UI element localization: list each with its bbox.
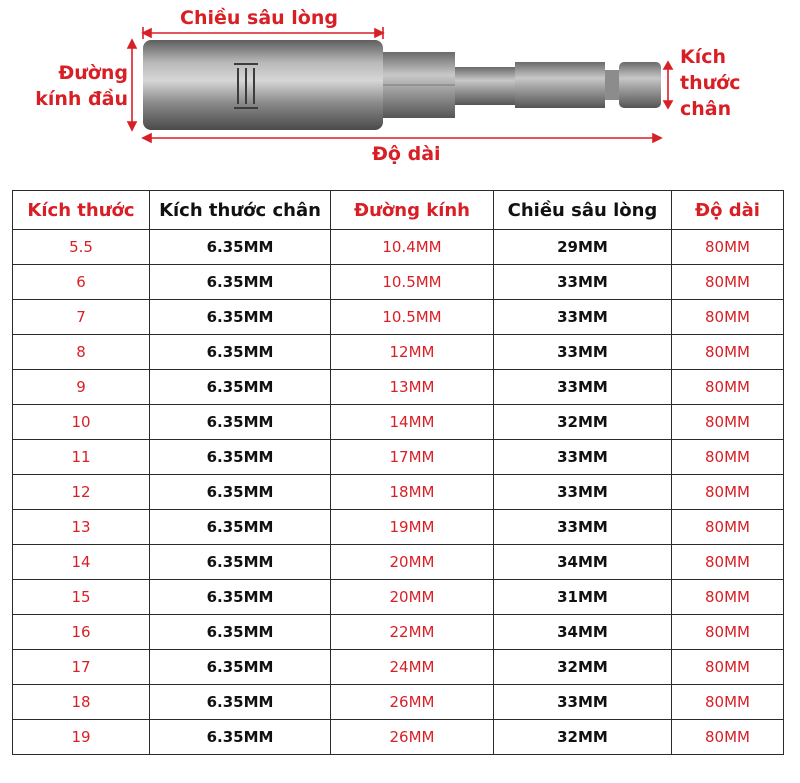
header-diameter: Đường kính [331, 191, 494, 230]
table-row [13, 510, 784, 545]
table-body [13, 230, 784, 755]
cell-size: 13 [13, 510, 150, 545]
cell-depth: 33MM [494, 265, 672, 300]
cell-diameter: 12MM [331, 335, 494, 370]
cell-diameter: 20MM [331, 545, 494, 580]
cell-shank-size: 6.35MM [150, 475, 331, 510]
cell-shank-size: 6.35MM [150, 510, 331, 545]
cell-shank-size: 6.35MM [150, 720, 331, 755]
cell-shank-size: 6.35MM [150, 335, 331, 370]
shank [455, 67, 515, 105]
cell-length: 80MM [672, 475, 784, 510]
cell-length: 80MM [672, 685, 784, 720]
shank-size-label-line1: Kích [680, 46, 727, 68]
cell-depth: 33MM [494, 300, 672, 335]
cell-size: 10 [13, 405, 150, 440]
table-row [13, 335, 784, 370]
cell-depth: 34MM [494, 615, 672, 650]
cell-shank-size: 6.35MM [150, 440, 331, 475]
cell-length: 80MM [672, 440, 784, 475]
table-row [13, 615, 784, 650]
head-diameter-label [28, 60, 128, 112]
header-depth: Chiều sâu lòng [494, 191, 672, 230]
cell-diameter: 14MM [331, 405, 494, 440]
table-row [13, 265, 784, 300]
cell-length: 80MM [672, 720, 784, 755]
cell-size: 19 [13, 720, 150, 755]
cell-diameter: 10.4MM [331, 230, 494, 265]
cell-length: 80MM [672, 615, 784, 650]
cell-shank-size: 6.35MM [150, 370, 331, 405]
table-row [13, 405, 784, 440]
cell-shank-size: 6.35MM [150, 615, 331, 650]
cell-diameter: 24MM [331, 650, 494, 685]
cell-length: 80MM [672, 265, 784, 300]
shank-size-label-line3: chân [680, 98, 732, 120]
cell-diameter: 18MM [331, 475, 494, 510]
cell-size: 12 [13, 475, 150, 510]
cell-size: 5.5 [13, 230, 150, 265]
cell-size: 16 [13, 615, 150, 650]
cell-shank-size: 6.35MM [150, 685, 331, 720]
cell-shank-size: 6.35MM [150, 405, 331, 440]
cell-diameter: 13MM [331, 370, 494, 405]
cell-shank-size: 6.35MM [150, 545, 331, 580]
cell-depth: 33MM [494, 370, 672, 405]
cell-diameter: 17MM [331, 440, 494, 475]
length-label: Độ dài [372, 143, 441, 165]
cell-diameter: 22MM [331, 615, 494, 650]
header-shank-size: Kích thước chân [150, 191, 331, 230]
cell-shank-size: 6.35MM [150, 300, 331, 335]
spec-table [12, 190, 784, 755]
cell-size: 15 [13, 580, 150, 615]
engraved-marks [234, 64, 258, 108]
tool-diagram [0, 0, 800, 180]
cell-diameter: 26MM [331, 685, 494, 720]
depth-label: Chiều sâu lòng [180, 7, 338, 29]
table-row [13, 685, 784, 720]
cell-length: 80MM [672, 335, 784, 370]
cell-diameter: 10.5MM [331, 300, 494, 335]
cell-size: 17 [13, 650, 150, 685]
cell-diameter: 20MM [331, 580, 494, 615]
cell-length: 80MM [672, 300, 784, 335]
table-row [13, 440, 784, 475]
cell-depth: 29MM [494, 230, 672, 265]
head-diameter-label-line1: Đường [58, 62, 128, 84]
table-row [13, 475, 784, 510]
groove [605, 70, 619, 100]
cell-length: 80MM [672, 545, 784, 580]
cell-size: 6 [13, 265, 150, 300]
shank-size-label-line2: thước [680, 72, 741, 94]
cell-depth: 33MM [494, 440, 672, 475]
cell-depth: 33MM [494, 475, 672, 510]
cell-depth: 33MM [494, 510, 672, 545]
cell-length: 80MM [672, 580, 784, 615]
cell-size: 14 [13, 545, 150, 580]
cell-shank-size: 6.35MM [150, 230, 331, 265]
cell-depth: 33MM [494, 335, 672, 370]
header-size: Kích thước [13, 191, 150, 230]
cell-depth: 32MM [494, 650, 672, 685]
socket-head [143, 40, 383, 130]
table-row [13, 580, 784, 615]
cell-shank-size: 6.35MM [150, 580, 331, 615]
head-diameter-label-line2: kính đầu [35, 88, 128, 110]
table-row [13, 300, 784, 335]
cell-length: 80MM [672, 230, 784, 265]
shank-size-label [680, 44, 740, 122]
cell-length: 80MM [672, 650, 784, 685]
table-row [13, 545, 784, 580]
cell-size: 11 [13, 440, 150, 475]
cell-depth: 31MM [494, 580, 672, 615]
cell-shank-size: 6.35MM [150, 650, 331, 685]
cell-depth: 34MM [494, 545, 672, 580]
hex-shank [515, 62, 605, 108]
cell-length: 80MM [672, 405, 784, 440]
table-header-row [13, 191, 784, 230]
cell-size: 8 [13, 335, 150, 370]
table-row [13, 370, 784, 405]
cell-depth: 32MM [494, 405, 672, 440]
header-length: Độ dài [672, 191, 784, 230]
cell-depth: 32MM [494, 720, 672, 755]
cell-length: 80MM [672, 510, 784, 545]
cell-size: 9 [13, 370, 150, 405]
table-row [13, 650, 784, 685]
cell-diameter: 10.5MM [331, 265, 494, 300]
cell-diameter: 26MM [331, 720, 494, 755]
cell-length: 80MM [672, 370, 784, 405]
cell-diameter: 19MM [331, 510, 494, 545]
table-row [13, 230, 784, 265]
cell-shank-size: 6.35MM [150, 265, 331, 300]
shank-tip [619, 62, 661, 108]
cell-depth: 33MM [494, 685, 672, 720]
cell-size: 7 [13, 300, 150, 335]
cell-size: 18 [13, 685, 150, 720]
table-row [13, 720, 784, 755]
